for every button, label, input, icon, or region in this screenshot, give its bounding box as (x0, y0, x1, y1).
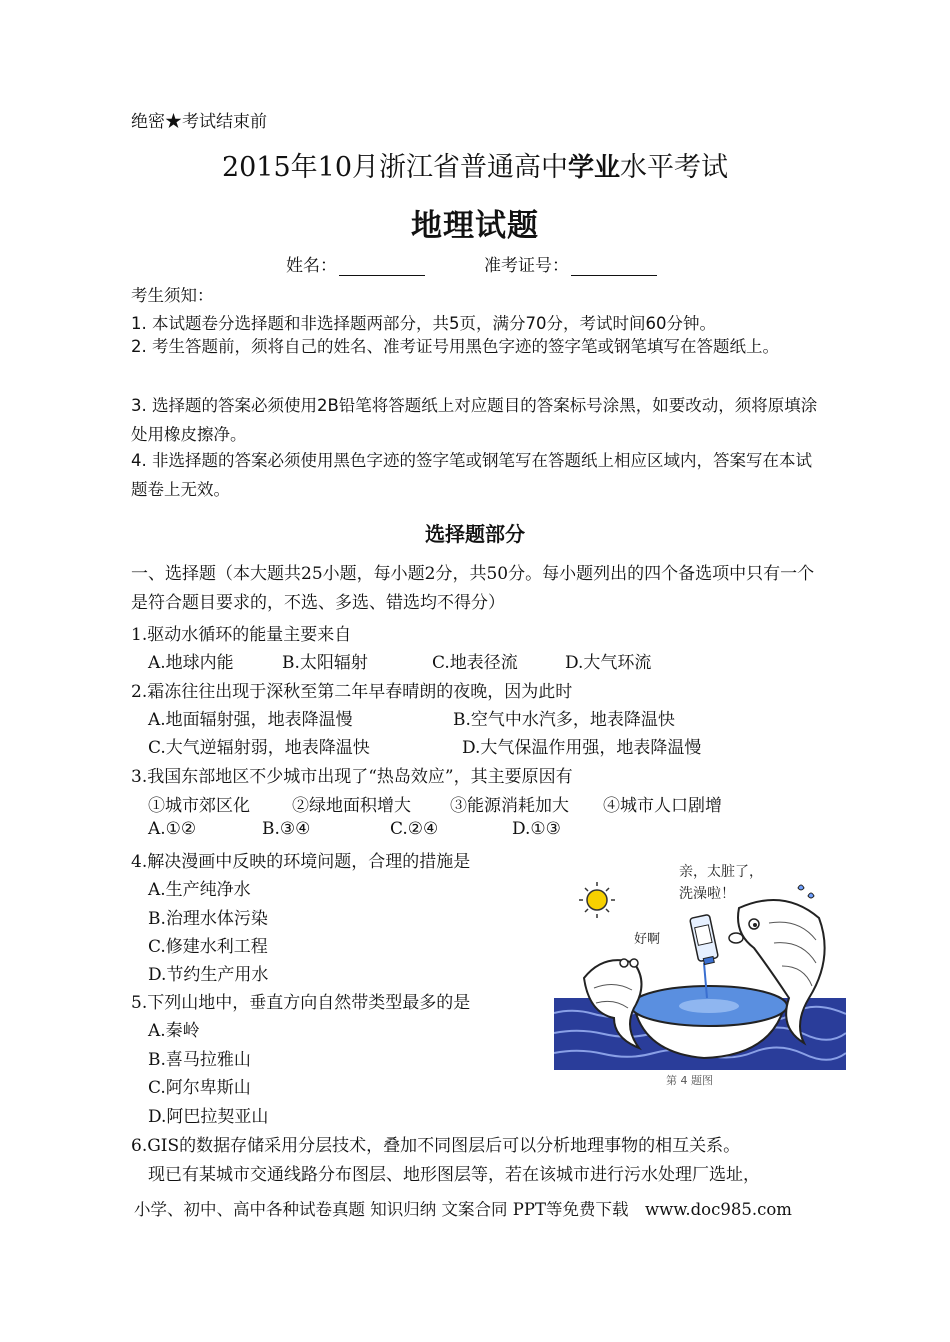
q2-option-c: C.大气逆辐射弱，地表降温快 (148, 738, 370, 758)
section-intro: 一、选择题（本大题共25小题，每小题2分，共50分。每小题列出的四个备选项中只有一个是符合题目要求的，不选、多选、错选均不得分） (131, 564, 815, 613)
q3-option-b: B.③④ (262, 819, 311, 839)
q1-option-d: D.大气环流 (565, 653, 652, 673)
q1-option-b: B.太阳辐射 (282, 653, 368, 673)
id-field (484, 251, 657, 276)
q3-option-a: A.①② (148, 819, 197, 839)
q2-option-a: A.地面辐射强，地表降温慢 (148, 710, 353, 730)
notice-item-2: 2. 考生答题前，须将自己的姓名、准考证号用黑色字迹的签字笔或钢笔填写在答题纸上。 (131, 337, 779, 356)
exam-title-bold: 学业 (568, 153, 621, 183)
q1-option-c: C.地表径流 (432, 653, 518, 673)
q3-statement-3: ③能源消耗加大 (450, 796, 569, 816)
name-label: 姓名： (286, 256, 337, 276)
q5-option-a: A.秦岭 (148, 1021, 200, 1041)
top-secret-label: 绝密★考试结束前 (131, 112, 267, 132)
q4-option-a: A.生产纯净水 (148, 880, 251, 900)
big-fish-speech-1: 亲，太脏了， (679, 864, 763, 880)
cartoon-figure (554, 848, 846, 1088)
name-field (286, 251, 425, 276)
id-blank (571, 259, 657, 276)
q5-option-c: C.阿尔卑斯山 (148, 1078, 251, 1098)
notice-item-3: 3. 选择题的答案必须使用2B铅笔将答题纸上对应题目的答案标号涂黑，如要改动，须将原填涂处用橡皮擦净。 (131, 396, 818, 444)
q5-option-d: D.阿巴拉契亚山 (148, 1107, 269, 1127)
q5-stem: 5.下列山地中，垂直方向自然带类型最多的是 (131, 993, 471, 1013)
sun-icon (579, 882, 615, 918)
q5-option-b: B.喜马拉雅山 (148, 1050, 251, 1070)
figure-caption: 第 4 题图 (666, 1074, 713, 1087)
q2-stem: 2.霜冻往往出现于深秋至第二年早春晴朗的夜晚，因为此时 (131, 682, 573, 702)
q4-stem: 4.解决漫画中反映的环境问题，合理的措施是 (131, 852, 471, 872)
q4-option-d: D.节约生产用水 (148, 965, 269, 985)
exam-title-post: 水平考试 (620, 152, 729, 183)
bottle-drawing (690, 914, 720, 965)
q3-option-d: D.①③ (512, 819, 561, 839)
q1-stem: 1.驱动水循环的能量主要来自 (131, 625, 352, 645)
exam-title-pre: 2015年10月浙江省普通高中 (221, 152, 569, 183)
q3-statement-2: ②绿地面积增大 (292, 796, 411, 816)
q3-statement-4: ④城市人口剧增 (603, 796, 722, 816)
section-title: 选择题部分 (425, 522, 525, 546)
page-footer: 小学、初中、高中各种试卷真题 知识归纳 文案合同 PPT等免费下载 www.doc985.com (134, 1200, 792, 1219)
q6-stem-line-2: 现已有某城市交通线路分布图层、地形图层等，若在该城市进行污水处理厂选址， (148, 1165, 760, 1185)
cartoon-illustration (554, 848, 846, 1088)
q4-option-b: B.治理水体污染 (148, 909, 268, 929)
q3-statement-1: ①城市郊区化 (148, 796, 250, 816)
q4-option-c: C.修建水利工程 (148, 937, 268, 957)
q3-stem: 3.我国东部地区不少城市出现了“热岛效应”，其主要原因有 (131, 767, 573, 787)
id-label: 准考证号： (484, 256, 569, 276)
big-fish-speech-2: 洗澡啦！ (679, 886, 735, 902)
q2-option-b: B.空气中水汽多，地表降温快 (453, 710, 675, 730)
exam-title (0, 145, 950, 184)
notice-heading: 考生须知： (131, 286, 214, 305)
q6-stem-line-1: 6.GIS的数据存储采用分层技术，叠加不同图层后可以分析地理事物的相互关系。 (131, 1136, 741, 1156)
notice-item-4: 4. 非选择题的答案必须使用黑色字迹的签字笔或钢笔写在答题纸上相应区域内，答案写在本试题卷上无效。 (131, 451, 812, 499)
q2-option-d: D.大气保温作用强，地表降温慢 (462, 738, 702, 758)
subject-title: 地理试题 (411, 208, 539, 244)
q1-option-a: A.地球内能 (148, 653, 234, 673)
notice-item-1: 1. 本试题卷分选择题和非选择题两部分，共5页，满分70分，考试时间60分钟。 (131, 314, 716, 333)
name-blank (339, 259, 425, 276)
q3-option-c: C.②④ (390, 819, 439, 839)
small-fish-speech: 好啊 (634, 932, 661, 947)
